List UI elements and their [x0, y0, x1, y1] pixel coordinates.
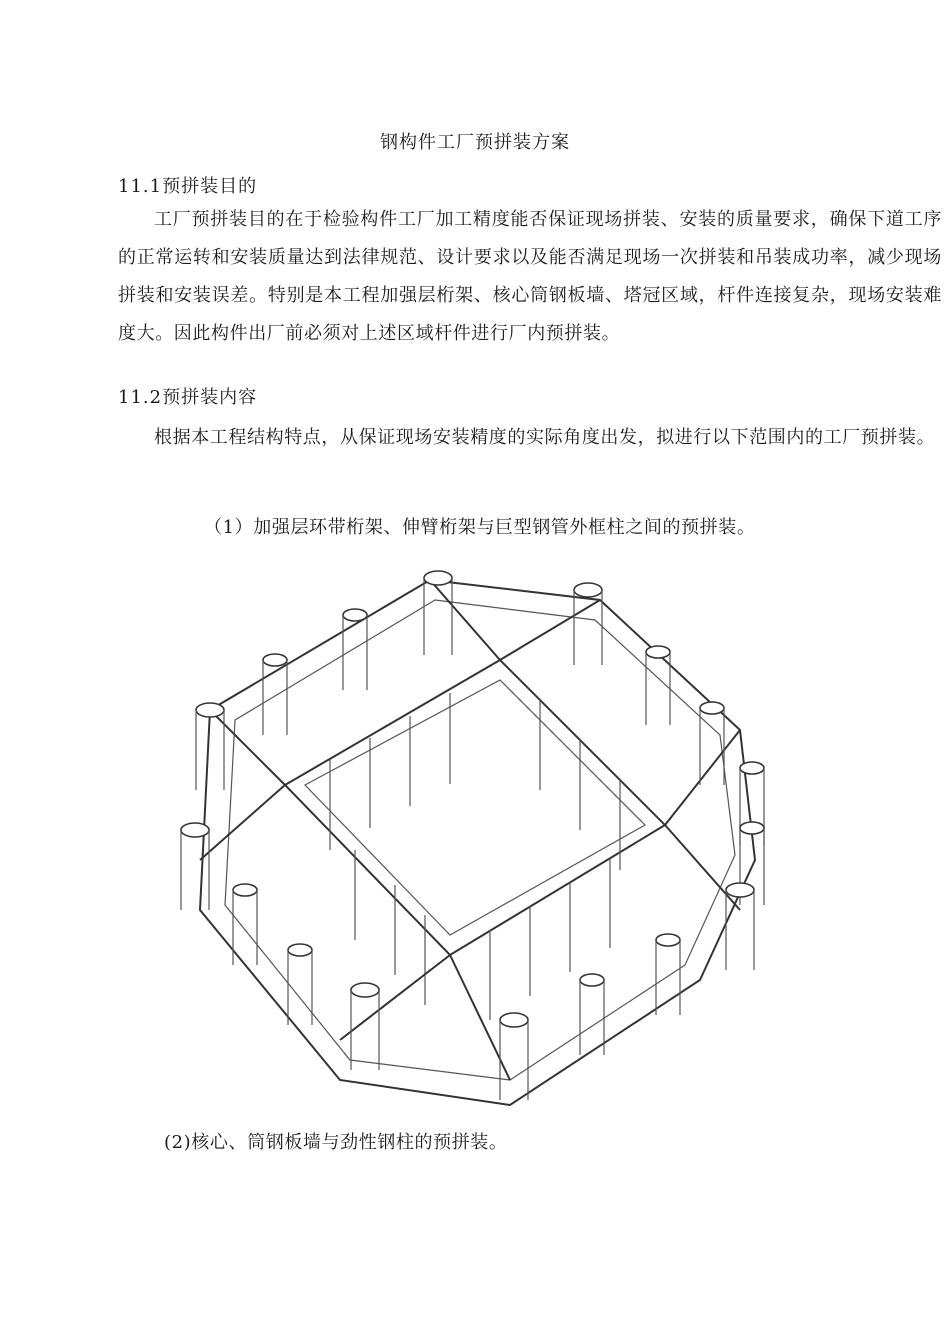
- list-item-1: （1）加强层环带桁架、伸臂桁架与巨型钢管外框柱之间的预拼装。: [204, 517, 756, 538]
- truss-diagram: [180, 560, 780, 1120]
- page-title: 钢构件工厂预拼装方案: [380, 132, 570, 153]
- section-heading-1: 11.1预拼装目的: [118, 176, 258, 197]
- list-item-2: (2)核心、筒钢板墙与劲性钢柱的预拼装。: [164, 1132, 508, 1153]
- section-body-2: 根据本工程结构特点，从保证现场安装精度的实际角度出发，拟进行以下范围内的工厂预拼装。: [154, 427, 936, 448]
- section-body-1: 工厂预拼装目的在于检验构件工厂加工精度能否保证现场拼装、安装的质量要求，确保下道工序的正常运转和安装质量达到法律规范、设计要求以及能否满足现场一次拼装和吊装成功率，减少现场拼装和安装误差。特别是本工程加强层桁架、核心筒钢板墙、塔冠区域，杆件连接复杂，现场安装难度大。因此构件出厂前必须对上述区域杆件进行厂内预拼装。: [118, 209, 942, 344]
- section-heading-2: 11.2预拼装内容: [118, 387, 258, 408]
